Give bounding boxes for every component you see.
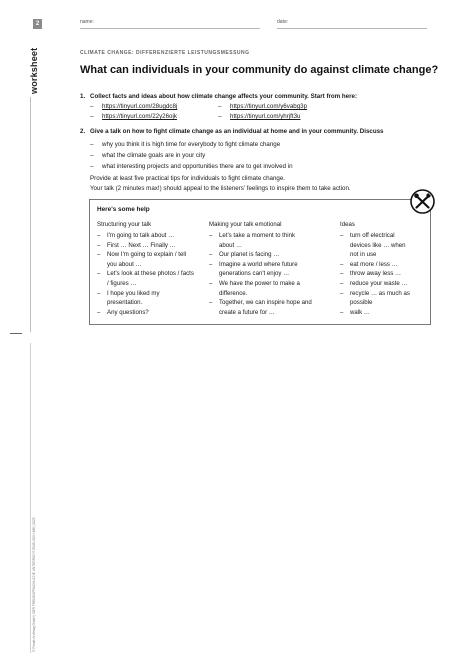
link[interactable]: https://tinyurl.com/28ugdc8j bbox=[102, 103, 178, 110]
column-heading: Structuring your talk bbox=[97, 221, 152, 228]
task-1-heading: Collect facts and ideas about how climate change affects your community. Start from here: bbox=[90, 93, 358, 100]
list-item-text: turn off electrical devices like … when not in use bbox=[350, 232, 406, 259]
link[interactable]: https://tinyurl.com/y6vabg3p bbox=[230, 103, 308, 110]
list-item: – walk … bbox=[340, 308, 370, 316]
dash: – bbox=[90, 141, 94, 148]
list-item-text: Imagine a world where future generations can't enjoy … bbox=[219, 260, 298, 278]
list-item: – Any questions? bbox=[97, 308, 149, 316]
list-item-text: We have the power to make a difference. bbox=[219, 279, 300, 297]
list-item: – throw away less … bbox=[340, 270, 402, 278]
dash: – bbox=[90, 103, 94, 110]
list-item-text: why you think it is high time for everybody to fight climate change bbox=[102, 141, 281, 148]
list-item-text: recycle … as much as possible bbox=[350, 289, 410, 307]
sidebar-rule-lower bbox=[30, 343, 31, 653]
column-heading: Ideas bbox=[340, 221, 355, 228]
list-item-text: I hope you liked my presentation. bbox=[107, 289, 160, 307]
list-item: – I'm going to talk about … bbox=[97, 232, 175, 239]
list-item-text: I'm going to talk about … bbox=[107, 232, 175, 239]
column-heading: Making your talk emotional bbox=[209, 221, 282, 228]
date-field[interactable] bbox=[277, 28, 427, 29]
name-label: name: bbox=[80, 19, 94, 25]
list-item: – turn off electrical devices like … when not in use bbox=[340, 232, 406, 259]
dash: – bbox=[90, 163, 94, 170]
list-item-text: throw away less … bbox=[350, 270, 402, 278]
copyright-note: © Friedrich Verlag GmbH | DER FREMDSPRACHLICHE UNTERRICHT ENGLISCH 186 | 2023 bbox=[32, 517, 36, 652]
list-item-text: eat more / less … bbox=[350, 260, 398, 268]
list-item: – Now I'm going to explain / tell you about … bbox=[97, 251, 187, 268]
help-column-emotional bbox=[209, 221, 329, 317]
list-item-text: Let's look at these photos / facts / figures … bbox=[107, 270, 194, 287]
date-label: date: bbox=[277, 19, 289, 25]
page-number-badge: 2 bbox=[33, 19, 42, 29]
task-2-number: 2. bbox=[80, 128, 86, 135]
list-item: – reduce your waste … bbox=[340, 279, 408, 287]
sidebar bbox=[0, 0, 50, 669]
help-box bbox=[89, 199, 431, 325]
dash: – bbox=[218, 103, 222, 110]
list-item: – Together, we can inspire hope and create a future for … bbox=[209, 299, 312, 316]
list-item-text: Let's take a moment to think about … bbox=[219, 232, 296, 249]
worksheet-label: worksheet bbox=[29, 47, 39, 94]
page-title: What can individuals in your community do against climate change? bbox=[80, 64, 439, 76]
list-item: – Imagine a world where future generations can't enjoy … bbox=[209, 260, 298, 278]
list-item: – Let's look at these photos / facts / figures … bbox=[97, 270, 194, 287]
list-item: – Our planet is facing … bbox=[209, 251, 280, 259]
task-2-heading: Give a talk on how to fight climate change as an individual at home and in your community. Discuss bbox=[90, 128, 384, 135]
list-item-text: what interesting projects and opportunities there are to get involved in bbox=[102, 163, 293, 170]
task-1-number: 1. bbox=[80, 93, 86, 100]
list-item: – Let's take a moment to think about … bbox=[209, 232, 296, 249]
list-item-text: walk … bbox=[350, 308, 370, 316]
name-field[interactable] bbox=[80, 28, 260, 29]
dash: – bbox=[90, 152, 94, 159]
list-item-text: Any questions? bbox=[107, 308, 149, 316]
instruction-line: Provide at least five practical tips for individuals to fight climate change. bbox=[90, 175, 286, 182]
instruction-line: Your talk (2 minutes max!) should appeal to the listeners' feelings to inspire them to take action. bbox=[90, 185, 351, 192]
dash: – bbox=[90, 113, 94, 120]
list-item: – recycle … as much as possible bbox=[340, 289, 410, 307]
list-item: – I hope you liked my presentation. bbox=[97, 289, 160, 307]
list-item-text: First … Next … Finally … bbox=[107, 241, 176, 249]
help-title: Here's some help bbox=[97, 206, 150, 213]
list-item: – First … Next … Finally … bbox=[97, 241, 176, 249]
list-item-text: reduce your waste … bbox=[350, 279, 408, 287]
list-item-text: what the climate goals are in your city bbox=[102, 152, 206, 159]
dash: – bbox=[218, 113, 222, 120]
help-column-structuring bbox=[97, 221, 195, 317]
list-item: – We have the power to make a difference. bbox=[209, 279, 300, 297]
section-kicker: CLIMATE CHANGE: DIFFERENZIERTE LEISTUNGSMESSUNG bbox=[80, 50, 250, 56]
sidebar-rule bbox=[30, 97, 31, 332]
list-item-text: Now I'm going to explain / tell you about … bbox=[107, 251, 187, 268]
list-item-text: Together, we can inspire hope and create a future for … bbox=[219, 299, 312, 316]
help-column-ideas bbox=[340, 221, 422, 317]
link[interactable]: https://tinyurl.com/22y26ojk bbox=[102, 113, 177, 120]
list-item: – eat more / less … bbox=[340, 260, 398, 268]
link[interactable]: https://tinyurl.com/yhrjft3u bbox=[230, 113, 301, 120]
fold-mark bbox=[10, 333, 22, 334]
tools-icon bbox=[410, 189, 435, 214]
list-item-text: Our planet is facing … bbox=[219, 251, 280, 259]
